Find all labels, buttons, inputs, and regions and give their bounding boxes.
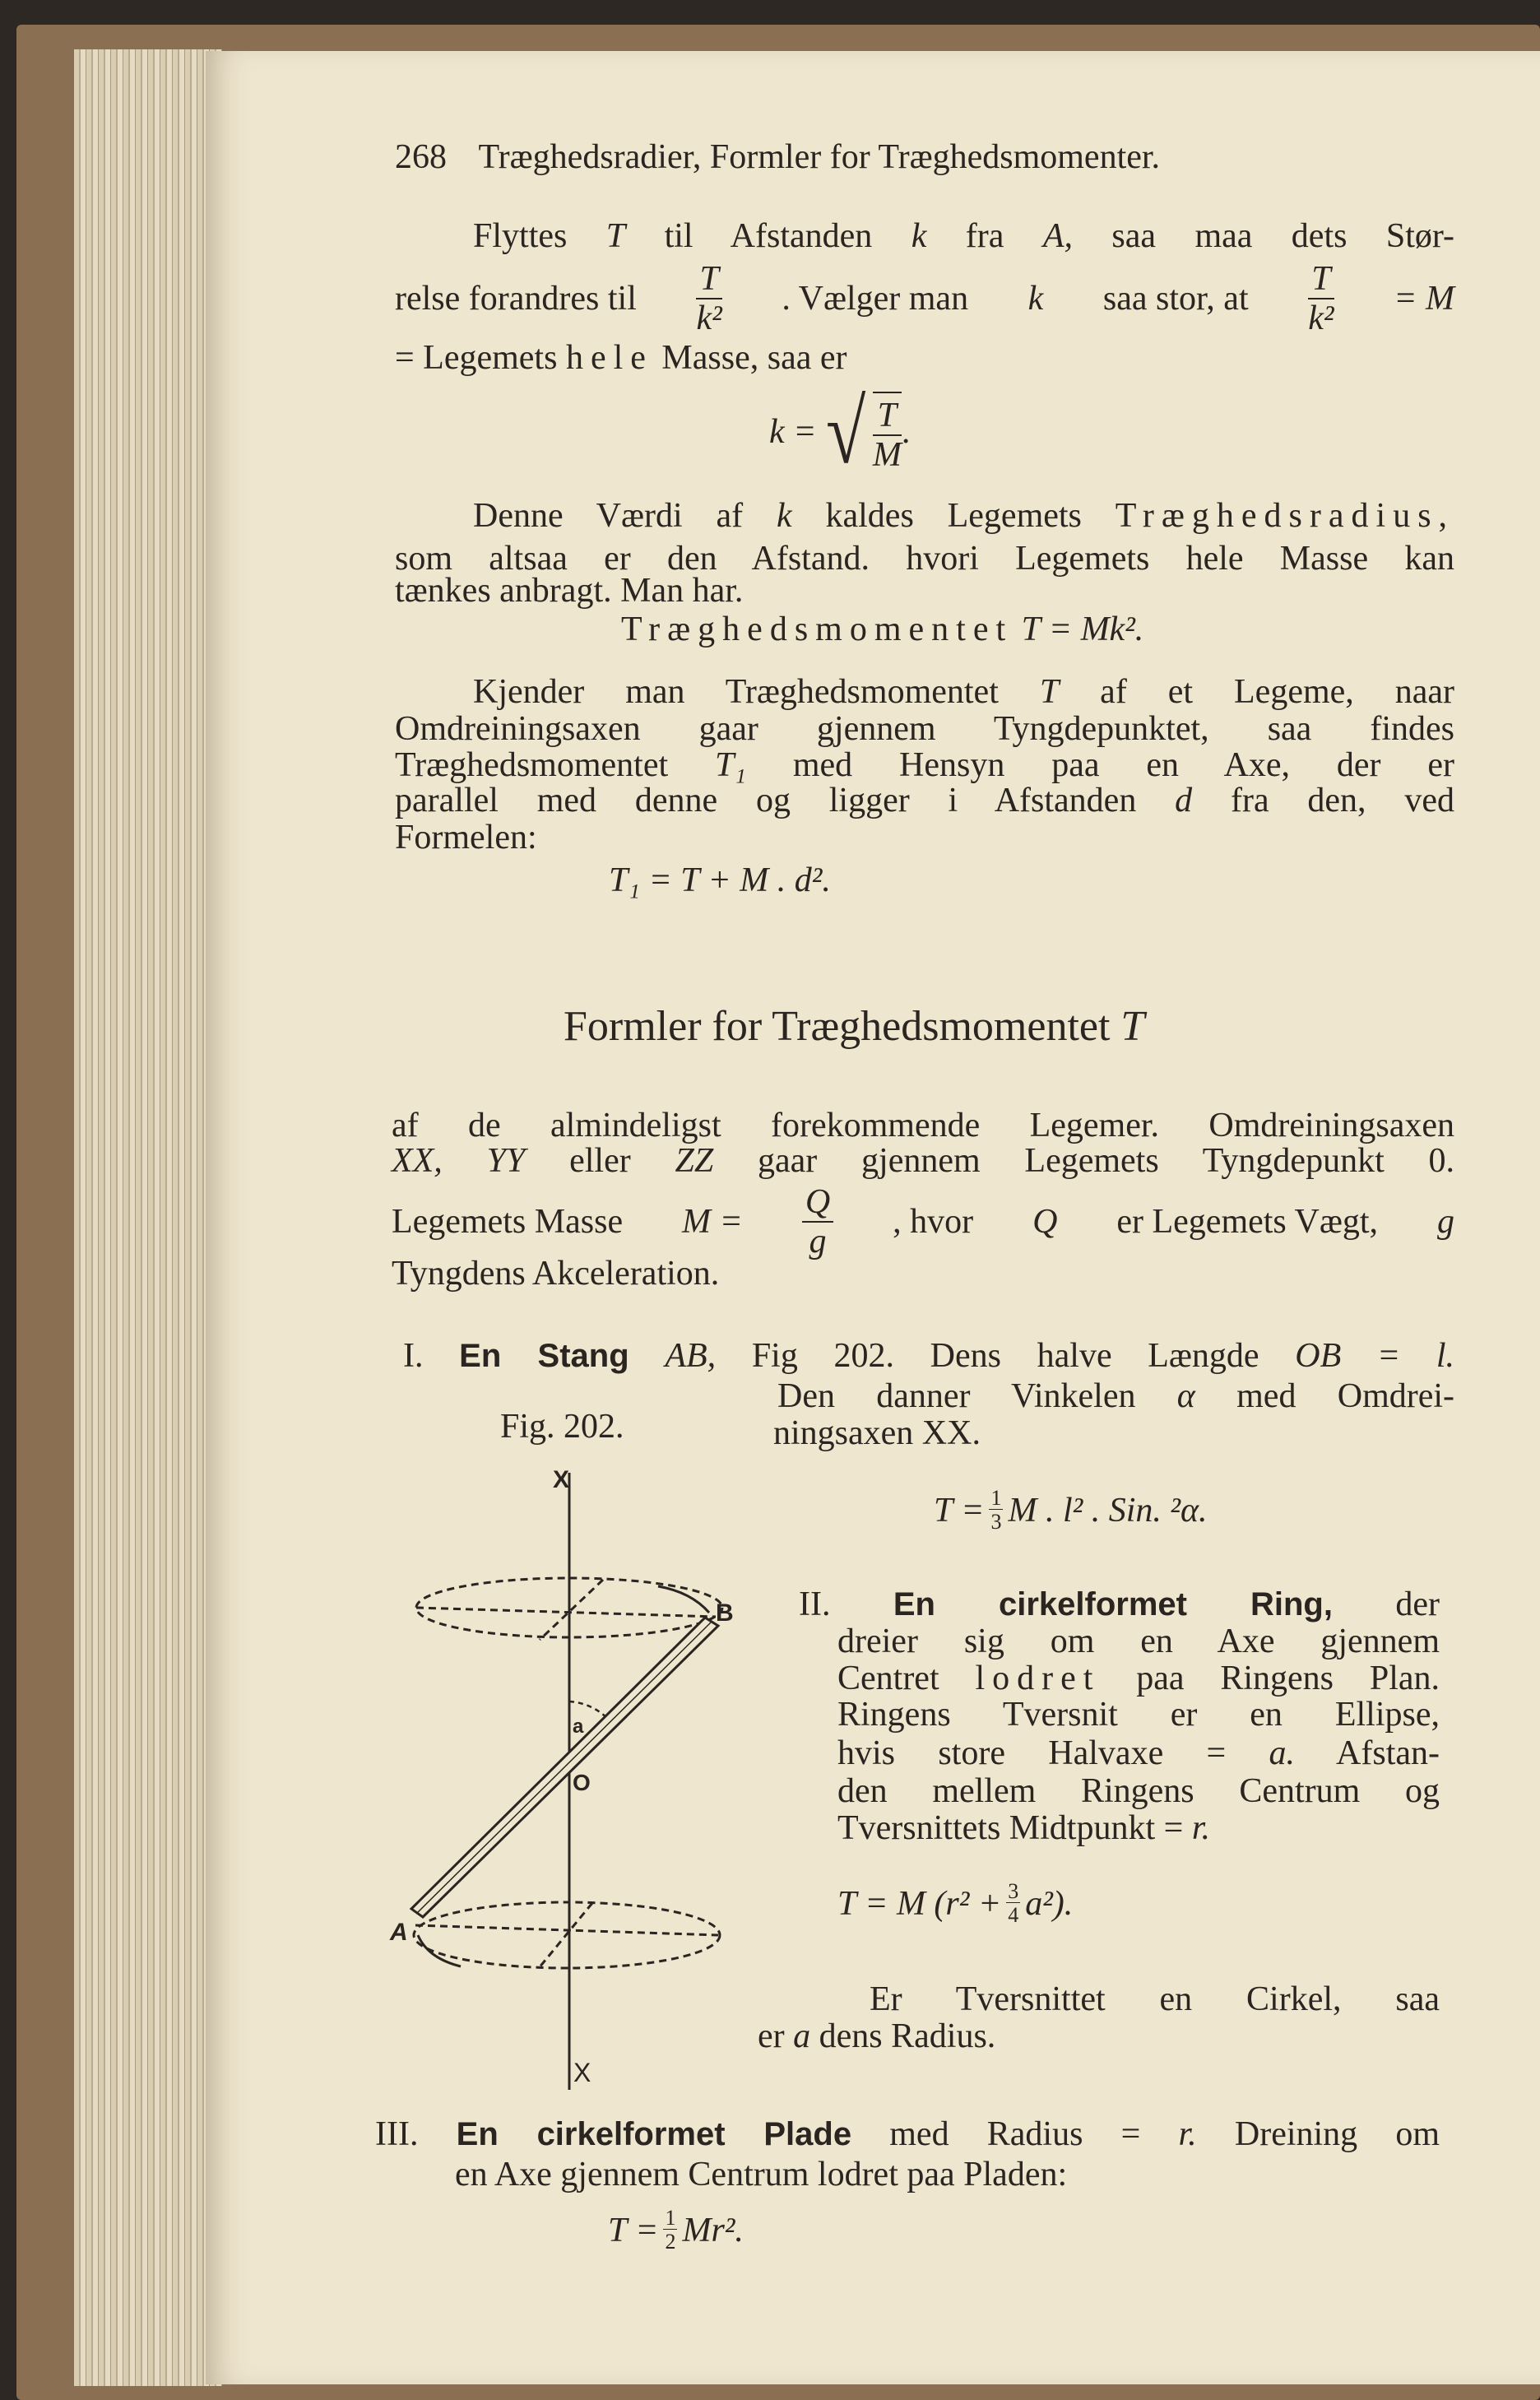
p3-line5: Formelen: — [395, 819, 537, 856]
label-x-top: X — [553, 1466, 570, 1493]
math-k: k — [911, 217, 927, 255]
text: . — [901, 413, 911, 451]
denominator: M — [872, 436, 902, 474]
item2-line7 — [837, 1811, 1210, 1845]
item3-line1 — [375, 2117, 1440, 2152]
text: = Legemets — [395, 339, 558, 377]
label-alpha: a — [573, 1715, 584, 1738]
math-T-Mk2: T = Mk². — [1021, 610, 1144, 648]
text: Afstan- — [1336, 1734, 1440, 1772]
item2-note1: Er Tversnittet en Cirkel, saa — [870, 1980, 1440, 2018]
math-alpha: α — [1176, 1377, 1195, 1415]
text: relse forandres til — [395, 280, 637, 318]
fraction-one-half — [663, 2207, 677, 2253]
math-rest: Mr². — [682, 2211, 744, 2249]
text: gaar gjennem Legemets Tyngdepunkt 0. — [757, 1142, 1455, 1180]
label-o: O — [573, 1770, 591, 1795]
denominator: 4 — [1008, 1903, 1019, 1927]
math-r: r. — [1178, 2115, 1197, 2153]
math-T: T — [1120, 1003, 1145, 1050]
denominator: k² — [1308, 299, 1334, 337]
math-axes: XX, YY — [392, 1142, 526, 1180]
item2-line1 — [799, 1587, 1440, 1622]
sqrt-icon: √ — [826, 382, 866, 482]
denominator: 3 — [990, 1510, 1002, 1534]
text: Masse, saa er — [661, 339, 847, 377]
text: Denne Værdi af — [473, 497, 744, 535]
math-a: a. — [1269, 1734, 1296, 1772]
item2-line3 — [837, 1661, 1440, 1696]
math-d: d — [1175, 782, 1193, 819]
math-M-eq: M = — [682, 1203, 743, 1241]
denominator: 2 — [665, 2230, 676, 2254]
rotation-arrow-top — [658, 1586, 709, 1613]
numerator: T — [873, 398, 902, 436]
p3-equation: T₁ = T + M . d². — [609, 861, 831, 899]
spaced-text: Træghedsmomentet — [621, 610, 1014, 648]
numerator: 1 — [665, 2206, 676, 2230]
math-T: T — [1039, 673, 1060, 711]
text: Centret — [837, 1660, 939, 1697]
text: Dreining om — [1234, 2115, 1440, 2153]
item3-line2: en Axe gjennem Centrum lodret paa Pladen: — [455, 2156, 1068, 2193]
item-title: En cirkelformet Ring, — [893, 1586, 1333, 1622]
numerator: T — [1308, 262, 1334, 299]
math-g: g — [1436, 1203, 1454, 1241]
math-eq-M: = M — [1394, 280, 1454, 318]
text: eller — [569, 1142, 631, 1180]
item-title: En cirkelformet Plade — [456, 2116, 852, 2152]
math-k: k — [777, 497, 792, 535]
text: dens Radius. — [819, 2017, 996, 2055]
section-line1: af de almindeligst forekommende Legemer. Omdreiningsaxen — [392, 1107, 1454, 1144]
denominator: k² — [696, 299, 722, 337]
math-k: k — [1027, 280, 1044, 318]
text: med Omdrei- — [1236, 1377, 1455, 1415]
text: kaldes Legemets — [825, 497, 1082, 535]
math-a: a — [793, 2017, 811, 2055]
item1-line3: ningsaxen XX. — [773, 1414, 981, 1452]
text: parallel med denne og ligger i Afstanden — [395, 782, 1137, 819]
numerator: Q — [802, 1185, 833, 1223]
numerator: 3 — [1008, 1879, 1019, 1903]
math-T1: T₁ — [715, 746, 746, 784]
text: til Afstanden — [664, 217, 873, 255]
math-k-eq: k = — [769, 413, 817, 451]
text: paa Ringens Plan. — [1136, 1660, 1440, 1697]
text: med Radius = — [889, 2115, 1141, 2153]
rotation-arrow-bottom — [418, 1935, 461, 1966]
item-title: En Stang — [459, 1338, 629, 1374]
p3-line2: Omdreiningsaxen gaar gjennem Tyngdepunktet, saa findes — [395, 710, 1454, 748]
math-AB: AB, — [665, 1337, 717, 1375]
text: saa maa dets Stør- — [1111, 217, 1455, 255]
item2-equation — [837, 1881, 1073, 1926]
section-line4: Tyngdens Akceleration. — [392, 1255, 720, 1293]
bottom-chord — [539, 1903, 592, 1968]
top-chord — [540, 1580, 603, 1640]
item-number: I. — [403, 1337, 424, 1375]
text: fra den, ved — [1230, 782, 1455, 819]
rod-centerline — [417, 1622, 712, 1913]
math-part: T = M (r² + — [837, 1884, 1002, 1923]
math-T-eq: T = — [934, 1491, 985, 1530]
text: Træghedsmomentet — [395, 746, 669, 784]
numerator: T — [696, 262, 721, 299]
math-T-eq: T = — [608, 2211, 659, 2249]
text: , hvor — [893, 1203, 974, 1241]
figure-caption: Fig. 202. — [500, 1408, 624, 1446]
text: hvis store Halvaxe = — [837, 1734, 1227, 1772]
math-rest: M . l² . Sin. ²α. — [1008, 1491, 1208, 1530]
text: fra — [965, 217, 1004, 255]
item2-line4: Ringens Tversnit er en Ellipse, — [837, 1696, 1440, 1734]
text: Legemets Masse — [392, 1203, 624, 1241]
label-b: B — [716, 1599, 734, 1627]
text: saa stor, at — [1102, 280, 1249, 318]
text: Kjender man Træghedsmomentet — [473, 673, 999, 711]
item2-line5 — [837, 1736, 1440, 1771]
p2-line2: som altsaa er den Afstand. hvori Legemets hele Masse kan — [395, 540, 1454, 578]
heading-text: Formler for Træghedsmomentet — [564, 1003, 1111, 1050]
math-A: A, — [1042, 217, 1073, 255]
text: Flyttes — [473, 217, 568, 255]
text: der — [1395, 1585, 1440, 1623]
item3-equation — [608, 2207, 744, 2253]
spaced-text: hele — [565, 339, 653, 377]
text: Tversnittets Midtpunkt = — [837, 1809, 1184, 1847]
text: er Legemets Vægt, — [1116, 1203, 1379, 1241]
math-r: r. — [1191, 1809, 1211, 1847]
denominator: g — [809, 1223, 827, 1260]
fraction-three-quarters — [1006, 1881, 1020, 1926]
numerator: 1 — [990, 1486, 1002, 1510]
math-axis: ZZ — [675, 1142, 714, 1180]
label-x-bottom: X — [573, 2058, 591, 2087]
spaced-text: Træghedsradius, — [1115, 497, 1455, 535]
item2-line2: dreier sig om en Axe gjennem — [837, 1622, 1440, 1660]
item2-line6: den mellem Ringens Centrum og — [837, 1772, 1440, 1810]
math-part: a²). — [1025, 1884, 1074, 1923]
math-T: T — [605, 217, 626, 255]
item-number: III. — [375, 2115, 419, 2153]
p2-line3: tænkes anbragt. Man har. — [395, 572, 744, 610]
page-number: 268 — [395, 138, 447, 176]
running-title: Træghedsradier, Formler for Træghedsmomenter. — [478, 138, 1161, 176]
text: af et Legeme, naar — [1100, 673, 1455, 711]
item-number: II. — [799, 1585, 831, 1623]
text: er — [758, 2017, 785, 2055]
text: Fig 202. Dens halve Længde — [751, 1337, 1259, 1375]
text: med Hensyn paa en Axe, der er — [792, 746, 1455, 784]
label-a: A — [390, 1919, 408, 1946]
text: Den danner Vinkelen — [777, 1377, 1136, 1415]
spaced-text: lodret — [975, 1660, 1101, 1697]
math-OB: OB = l. — [1295, 1337, 1455, 1375]
item2-note2 — [758, 2019, 995, 2054]
math-Q: Q — [1032, 1203, 1058, 1241]
text: . Vælger man — [782, 280, 969, 318]
